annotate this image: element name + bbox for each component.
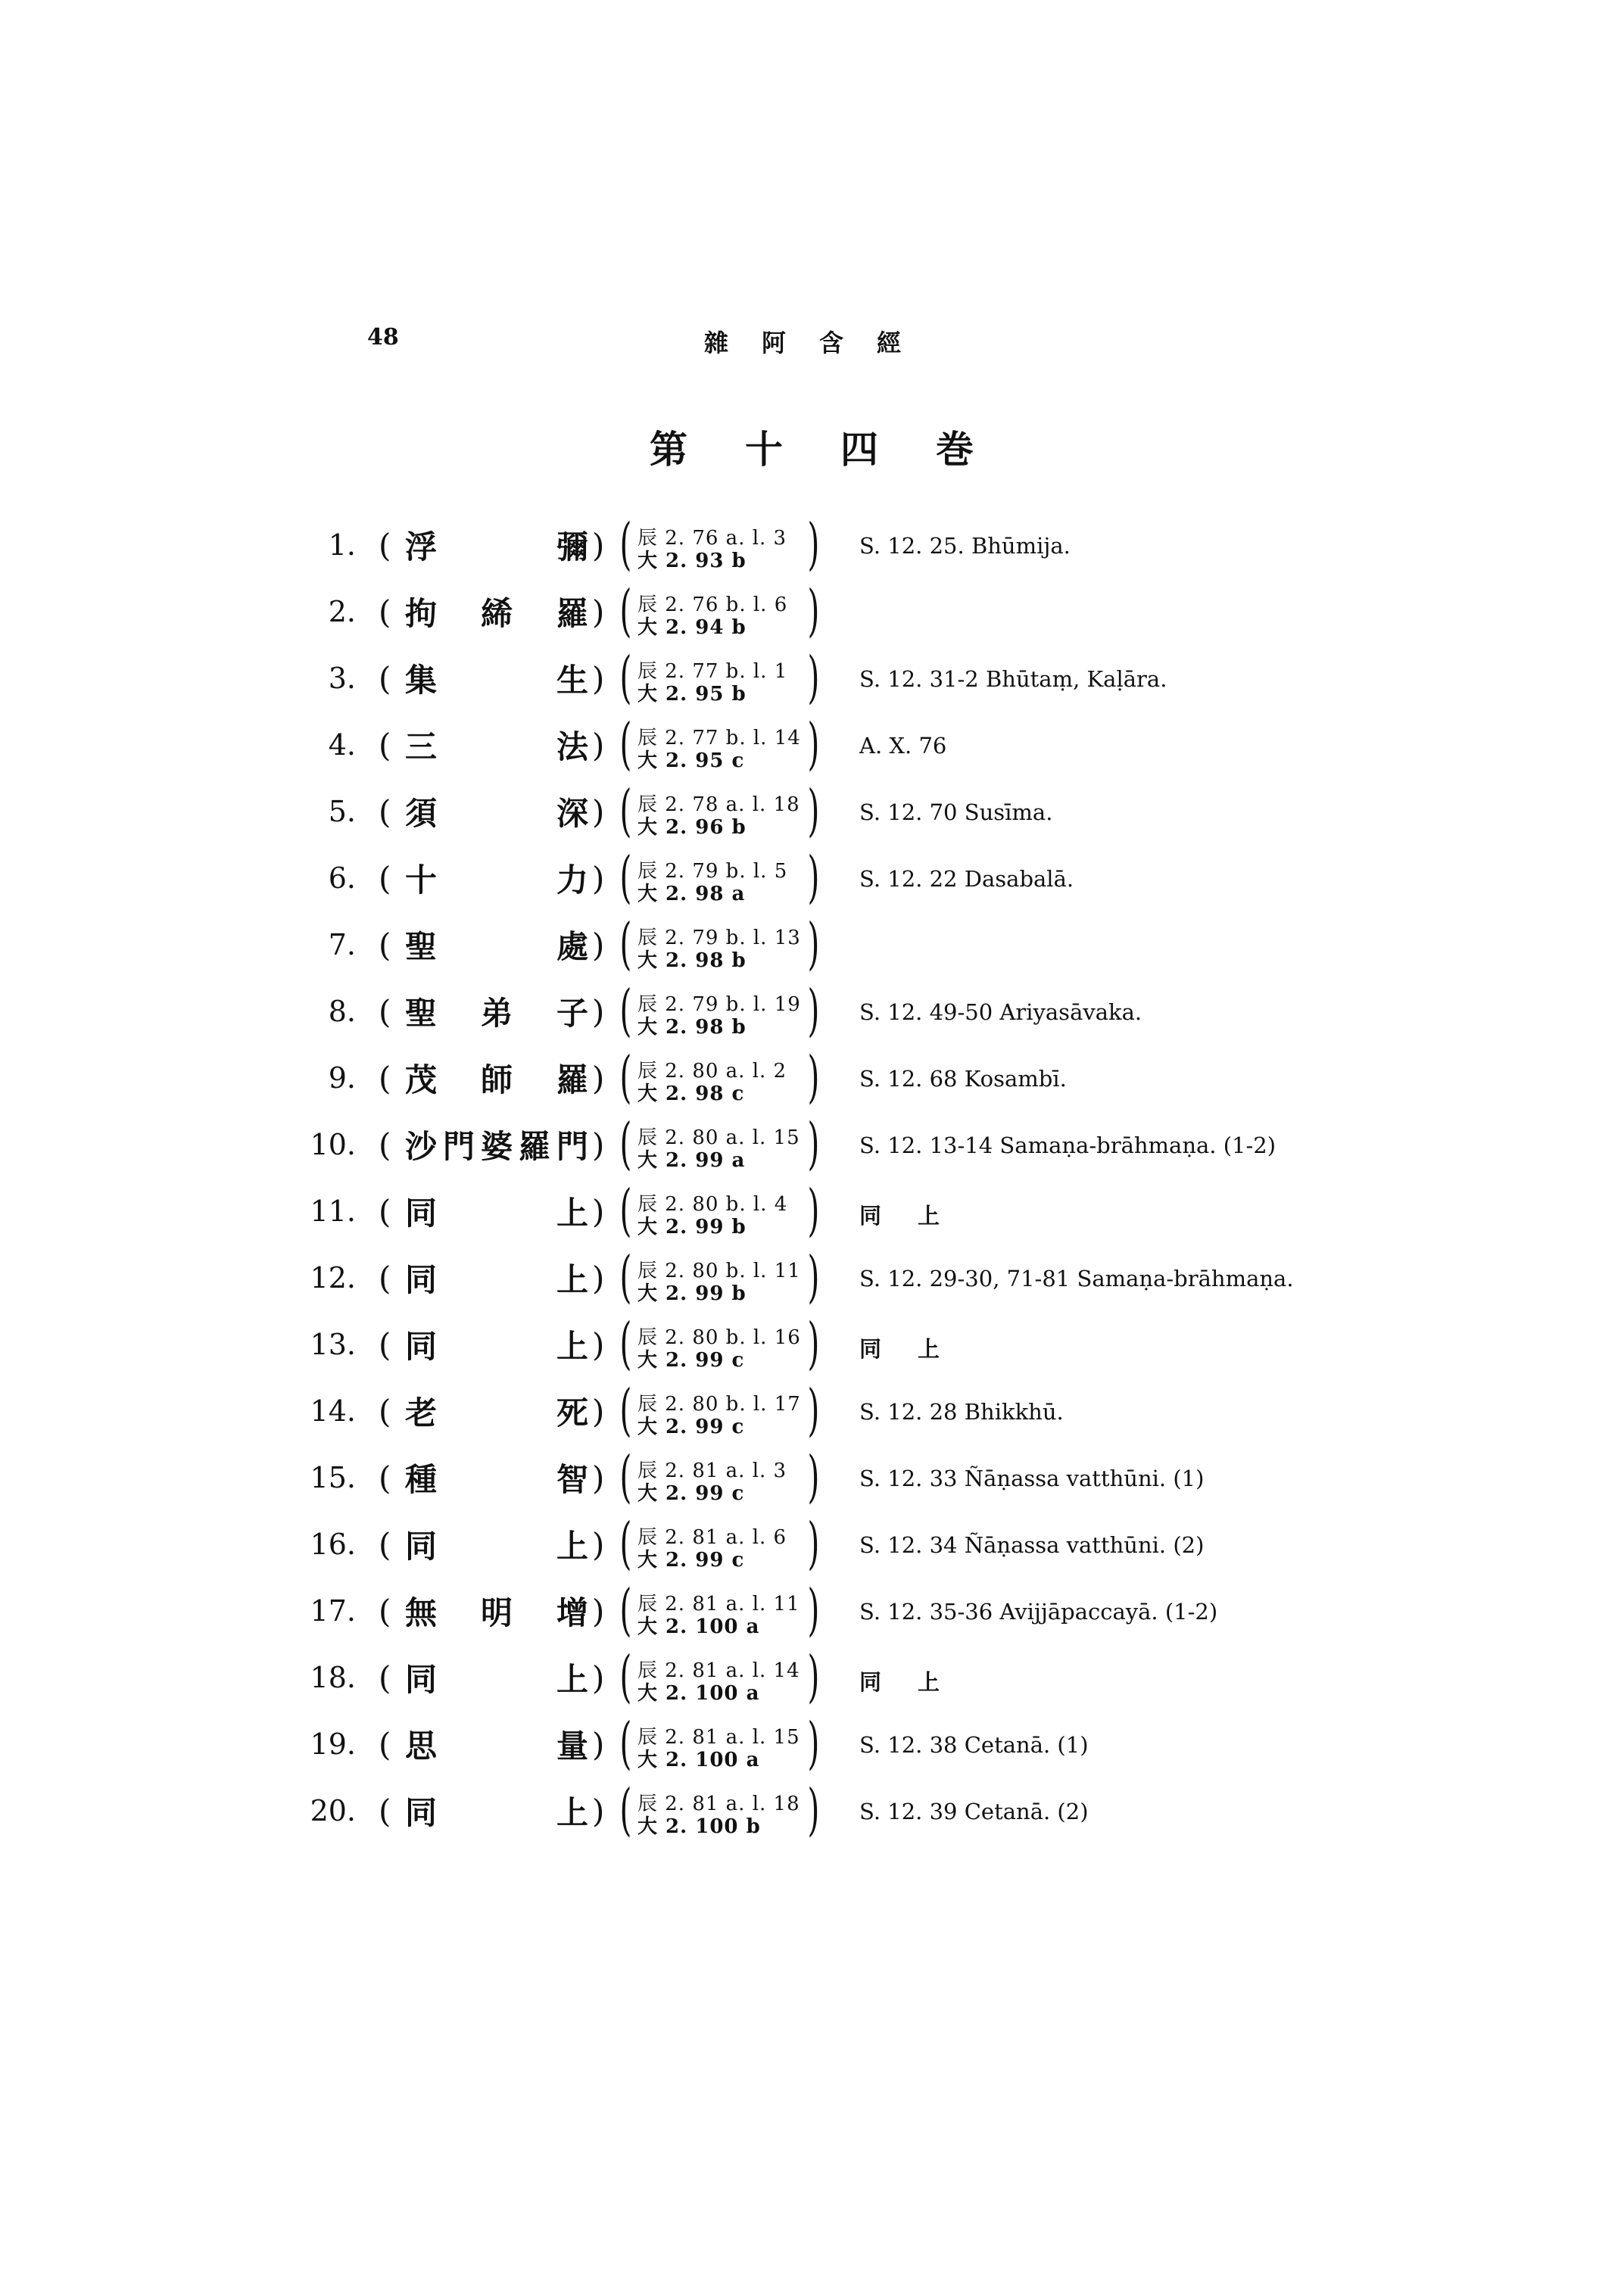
open-paren: ( (379, 1460, 391, 1497)
item-number: 7. (328, 928, 356, 961)
left-bracket: ( (619, 1711, 632, 1776)
item-number: 2. (328, 595, 356, 628)
reference-line-2: 大 2. 98 b (637, 949, 747, 972)
sutra-name-char: 沙 (405, 1128, 438, 1165)
item-number: 19. (310, 1728, 356, 1761)
reference-line-2: 大 2. 95 b (637, 683, 747, 706)
sutra-name-char: 增 (556, 1594, 588, 1631)
open-paren: ( (379, 1260, 391, 1297)
item-number: 15. (310, 1461, 356, 1494)
edition-reference (619, 1311, 848, 1376)
edition-reference (619, 978, 848, 1043)
pali-parallel: S. 12. 70 Susīma. (859, 799, 1053, 825)
sutra-name-char: 明 (480, 1594, 513, 1631)
close-paren: ) (592, 1393, 605, 1430)
edition-reference (619, 1777, 848, 1843)
edition-reference (619, 911, 848, 977)
sutra-name-char: 浮 (405, 528, 438, 565)
close-paren: ) (592, 1593, 605, 1630)
item-number: 16. (310, 1528, 356, 1561)
open-paren: ( (379, 727, 391, 764)
open-paren: ( (379, 860, 391, 897)
sutra-name (405, 925, 588, 964)
item-number: 11. (310, 1195, 356, 1228)
sutra-name-char: 死 (556, 1394, 588, 1432)
item-number: 9. (328, 1061, 356, 1095)
sutra-name-char: 十 (405, 861, 438, 899)
item-number: 17. (310, 1594, 356, 1628)
left-bracket: ( (619, 1777, 632, 1843)
open-paren: ( (379, 793, 391, 830)
reference-line-2: 大 2. 98 b (637, 1016, 747, 1039)
reference-line-2: 大 2. 99 c (637, 1549, 745, 1572)
reference-line-1: 辰 2. 81 a. l. 3 (637, 1460, 787, 1482)
sutra-name (405, 725, 588, 765)
sutra-name-char: 同 (405, 1661, 438, 1698)
sutra-name (405, 1192, 588, 1231)
right-bracket: ) (807, 1311, 820, 1376)
chapter-title: 第十四巻 (650, 427, 1031, 472)
sutra-name-char: 種 (405, 1461, 438, 1498)
open-paren: ( (379, 1393, 391, 1430)
sutra-name-char: 老 (405, 1394, 438, 1432)
sutra-name (405, 858, 588, 898)
open-paren: ( (379, 1326, 391, 1363)
pali-parallel: 同上 (859, 1336, 977, 1362)
pali-parallel: S. 12. 34 Ñāṇassa vatthūni. (2) (859, 1532, 1205, 1558)
sutra-name-char: 師 (480, 1061, 513, 1098)
open-paren: ( (379, 927, 391, 964)
sutra-name-char: 拘 (405, 595, 438, 632)
sutra-name (405, 1525, 588, 1564)
right-bracket: ) (807, 1178, 820, 1243)
edition-reference (619, 1178, 848, 1243)
sutra-name (405, 992, 588, 1031)
reference-line-1: 辰 2. 79 b. l. 13 (637, 927, 801, 949)
edition-reference (619, 512, 848, 577)
sutra-name-char: 同 (405, 1528, 438, 1565)
open-paren: ( (379, 660, 391, 697)
item-number: 8. (328, 995, 356, 1028)
sutra-name (405, 1791, 588, 1830)
reference-line-1: 辰 2. 81 a. l. 11 (637, 1593, 800, 1615)
close-paren: ) (592, 1126, 605, 1164)
right-bracket: ) (807, 512, 820, 577)
left-bracket: ( (619, 1311, 632, 1376)
reference-line-2: 大 2. 95 c (637, 749, 745, 772)
close-paren: ) (592, 727, 605, 764)
sutra-name (405, 1125, 588, 1164)
edition-reference (619, 1045, 848, 1110)
item-number: 18. (310, 1661, 356, 1694)
left-bracket: ( (619, 1178, 632, 1243)
open-paren: ( (379, 527, 391, 564)
pali-parallel: S. 12. 35-36 Avijjāpaccayā. (1-2) (859, 1599, 1218, 1625)
right-bracket: ) (807, 1444, 820, 1509)
reference-line-1: 辰 2. 79 b. l. 5 (637, 860, 788, 883)
right-bracket: ) (807, 1245, 820, 1310)
sutra-name-char: 須 (405, 795, 438, 832)
open-paren: ( (379, 1060, 391, 1097)
reference-line-2: 大 2. 100 a (637, 1749, 760, 1771)
close-paren: ) (592, 1526, 605, 1563)
sutra-name-char: 聖 (405, 995, 438, 1032)
right-bracket: ) (807, 645, 820, 710)
sutra-name-char: 同 (405, 1794, 438, 1831)
reference-line-1: 辰 2. 79 b. l. 19 (637, 993, 801, 1016)
sutra-name-char: 上 (556, 1794, 588, 1831)
sutra-name-char: 羅 (518, 1128, 550, 1165)
sutra-name-char: 上 (556, 1328, 588, 1365)
sutra-name (405, 1458, 588, 1497)
reference-line-2: 大 2. 99 c (637, 1349, 745, 1372)
reference-line-2: 大 2. 99 b (637, 1282, 747, 1305)
close-paren: ) (592, 1060, 605, 1097)
pali-parallel: 同上 (859, 1669, 977, 1695)
reference-line-2: 大 2. 100 a (637, 1682, 760, 1705)
close-paren: ) (592, 793, 605, 830)
sutra-name-char: 力 (556, 861, 588, 899)
reference-line-2: 大 2. 99 a (637, 1149, 746, 1172)
edition-reference (619, 1245, 848, 1310)
sutra-name-char: 上 (556, 1195, 588, 1232)
sutra-name (405, 792, 588, 831)
open-paren: ( (379, 1193, 391, 1230)
reference-line-1: 辰 2. 80 b. l. 16 (637, 1326, 801, 1349)
reference-line-2: 大 2. 94 b (637, 616, 747, 639)
item-number: 3. (328, 662, 356, 695)
sutra-name-char: 羅 (556, 595, 588, 632)
sutra-name-char: 深 (556, 795, 588, 832)
sutra-name-char: 處 (556, 928, 588, 965)
pali-parallel: S. 12. 38 Cetanā. (1) (859, 1732, 1089, 1758)
right-bracket: ) (807, 845, 820, 910)
sutra-name-char: 智 (556, 1461, 588, 1498)
open-paren: ( (379, 594, 391, 631)
pali-parallel: S. 12. 25. Bhūmija. (859, 533, 1071, 559)
sutra-name (405, 1658, 588, 1697)
left-bracket: ( (619, 845, 632, 910)
right-bracket: ) (807, 1644, 820, 1709)
open-paren: ( (379, 1726, 391, 1763)
left-bracket: ( (619, 578, 632, 643)
pali-parallel: S. 12. 49-50 Ariyasāvaka. (859, 999, 1142, 1025)
page-number: 48 (367, 324, 399, 350)
reference-line-2: 大 2. 99 c (637, 1482, 745, 1505)
left-bracket: ( (619, 712, 632, 777)
right-bracket: ) (807, 911, 820, 977)
sutra-name-char: 集 (405, 662, 438, 699)
edition-reference (619, 712, 848, 777)
close-paren: ) (592, 1460, 605, 1497)
item-number: 13. (310, 1328, 356, 1361)
open-paren: ( (379, 1526, 391, 1563)
list-item (0, 1777, 1624, 1855)
left-bracket: ( (619, 978, 632, 1043)
reference-line-2: 大 2. 99 c (637, 1416, 745, 1438)
sutra-name-char: 聖 (405, 928, 438, 965)
close-paren: ) (592, 860, 605, 897)
right-bracket: ) (807, 978, 820, 1043)
pali-parallel: S. 12. 39 Cetanā. (2) (859, 1799, 1089, 1824)
right-bracket: ) (807, 1578, 820, 1643)
sutra-name-char: 思 (405, 1728, 438, 1765)
item-number: 12. (310, 1261, 356, 1294)
reference-line-2: 大 2. 96 b (637, 816, 747, 839)
left-bracket: ( (619, 778, 632, 843)
edition-reference (619, 1444, 848, 1509)
pali-parallel: 同上 (859, 1203, 977, 1229)
right-bracket: ) (807, 1045, 820, 1110)
close-paren: ) (592, 660, 605, 697)
sutra-name-char: 同 (405, 1195, 438, 1232)
open-paren: ( (379, 1593, 391, 1630)
left-bracket: ( (619, 1245, 632, 1310)
edition-reference (619, 1578, 848, 1643)
left-bracket: ( (619, 645, 632, 710)
reference-line-2: 大 2. 93 b (637, 550, 747, 572)
left-bracket: ( (619, 1378, 632, 1443)
edition-reference (619, 1511, 848, 1576)
reference-line-1: 辰 2. 78 a. l. 18 (637, 793, 800, 816)
item-number: 10. (310, 1128, 356, 1161)
sutra-name (405, 1325, 588, 1364)
edition-reference (619, 845, 848, 910)
reference-line-2: 大 2. 100 b (637, 1815, 761, 1838)
sutra-name-char: 法 (556, 728, 588, 765)
pali-parallel: A. X. 76 (859, 733, 947, 759)
reference-line-1: 辰 2. 81 a. l. 15 (637, 1726, 800, 1749)
sutra-name-char: 上 (556, 1261, 588, 1298)
item-number: 20. (310, 1794, 356, 1827)
running-title: 雜阿含經 (704, 329, 935, 357)
pali-parallel: S. 12. 29-30, 71-81 Samaṇa-brāhmaṇa. (859, 1266, 1294, 1291)
sutra-name-char: 婆 (480, 1128, 513, 1165)
close-paren: ) (592, 927, 605, 964)
edition-reference (619, 1111, 848, 1176)
reference-line-1: 辰 2. 80 b. l. 11 (637, 1260, 801, 1282)
left-bracket: ( (619, 1511, 632, 1576)
open-paren: ( (379, 1659, 391, 1696)
close-paren: ) (592, 1326, 605, 1363)
sutra-name-char: 羅 (556, 1061, 588, 1098)
pali-parallel: S. 12. 28 Bhikkhū. (859, 1399, 1064, 1425)
right-bracket: ) (807, 578, 820, 643)
reference-line-1: 辰 2. 76 a. l. 3 (637, 527, 787, 550)
item-number: 14. (310, 1394, 356, 1428)
sutra-name-char: 弟 (480, 995, 513, 1032)
reference-line-1: 辰 2. 81 a. l. 14 (637, 1659, 800, 1682)
item-number: 5. (328, 795, 356, 828)
sutra-name (405, 592, 588, 631)
sutra-name-char: 茂 (405, 1061, 438, 1098)
pali-parallel: S. 12. 33 Ñāṇassa vatthūni. (1) (859, 1466, 1205, 1491)
left-bracket: ( (619, 1045, 632, 1110)
pali-parallel: S. 12. 13-14 Samaṇa-brāhmaṇa. (1-2) (859, 1132, 1276, 1158)
open-paren: ( (379, 1126, 391, 1164)
close-paren: ) (592, 1659, 605, 1696)
reference-line-1: 辰 2. 80 a. l. 2 (637, 1060, 787, 1083)
pali-parallel: S. 12. 31-2 Bhūtaṃ, Kaḷāra. (859, 666, 1167, 692)
sutra-name (405, 525, 588, 565)
reference-line-1: 辰 2. 81 a. l. 18 (637, 1793, 800, 1815)
close-paren: ) (592, 1193, 605, 1230)
sutra-name-char: 生 (556, 662, 588, 699)
item-number: 4. (328, 728, 356, 762)
pali-parallel: S. 12. 22 Dasabalā. (859, 866, 1074, 892)
close-paren: ) (592, 1726, 605, 1763)
reference-line-1: 辰 2. 80 a. l. 15 (637, 1126, 800, 1149)
reference-line-1: 辰 2. 76 b. l. 6 (637, 594, 788, 616)
sutra-name-char: 門 (442, 1128, 475, 1165)
reference-line-2: 大 2. 99 b (637, 1216, 747, 1238)
item-number: 6. (328, 861, 356, 895)
sutra-name (405, 1258, 588, 1298)
right-bracket: ) (807, 1111, 820, 1176)
close-paren: ) (592, 1260, 605, 1297)
sutra-name-char: 同 (405, 1328, 438, 1365)
reference-line-2: 大 2. 98 a (637, 883, 746, 905)
sutra-name-char: 上 (556, 1528, 588, 1565)
reference-line-2: 大 2. 98 c (637, 1083, 745, 1105)
edition-reference (619, 645, 848, 710)
edition-reference (619, 778, 848, 843)
pali-parallel: S. 12. 68 Kosambī. (859, 1066, 1067, 1092)
reference-line-1: 辰 2. 80 b. l. 4 (637, 1193, 788, 1216)
sutra-name-char: 子 (556, 995, 588, 1032)
close-paren: ) (592, 1793, 605, 1830)
open-paren: ( (379, 1793, 391, 1830)
sutra-name-char: 彌 (556, 528, 588, 565)
right-bracket: ) (807, 1777, 820, 1843)
close-paren: ) (592, 594, 605, 631)
sutra-name (405, 1591, 588, 1631)
sutra-name-char: 門 (556, 1128, 588, 1165)
sutra-name-char: 無 (405, 1594, 438, 1631)
right-bracket: ) (807, 712, 820, 777)
sutra-name-char: 量 (556, 1728, 588, 1765)
edition-reference (619, 1644, 848, 1709)
sutra-name-char: 上 (556, 1661, 588, 1698)
sutra-name (405, 1391, 588, 1431)
sutra-name-char: 三 (405, 728, 438, 765)
reference-line-1: 辰 2. 77 b. l. 14 (637, 727, 801, 749)
left-bracket: ( (619, 911, 632, 977)
reference-line-1: 辰 2. 80 b. l. 17 (637, 1393, 801, 1416)
edition-reference (619, 1378, 848, 1443)
sutra-name (405, 1724, 588, 1764)
item-number: 1. (328, 528, 356, 562)
right-bracket: ) (807, 1511, 820, 1576)
edition-reference (619, 1711, 848, 1776)
sutra-name (405, 1058, 588, 1098)
sutra-name (405, 659, 588, 698)
right-bracket: ) (807, 778, 820, 843)
edition-reference (619, 578, 848, 643)
close-paren: ) (592, 527, 605, 564)
reference-line-2: 大 2. 100 a (637, 1615, 760, 1638)
left-bracket: ( (619, 1644, 632, 1709)
close-paren: ) (592, 993, 605, 1030)
right-bracket: ) (807, 1378, 820, 1443)
left-bracket: ( (619, 512, 632, 577)
reference-line-1: 辰 2. 81 a. l. 6 (637, 1526, 787, 1549)
left-bracket: ( (619, 1111, 632, 1176)
sutra-name-char: 同 (405, 1261, 438, 1298)
reference-line-1: 辰 2. 77 b. l. 1 (637, 660, 788, 683)
left-bracket: ( (619, 1444, 632, 1509)
left-bracket: ( (619, 1578, 632, 1643)
right-bracket: ) (807, 1711, 820, 1776)
sutra-name-char: 絺 (480, 595, 513, 632)
open-paren: ( (379, 993, 391, 1030)
